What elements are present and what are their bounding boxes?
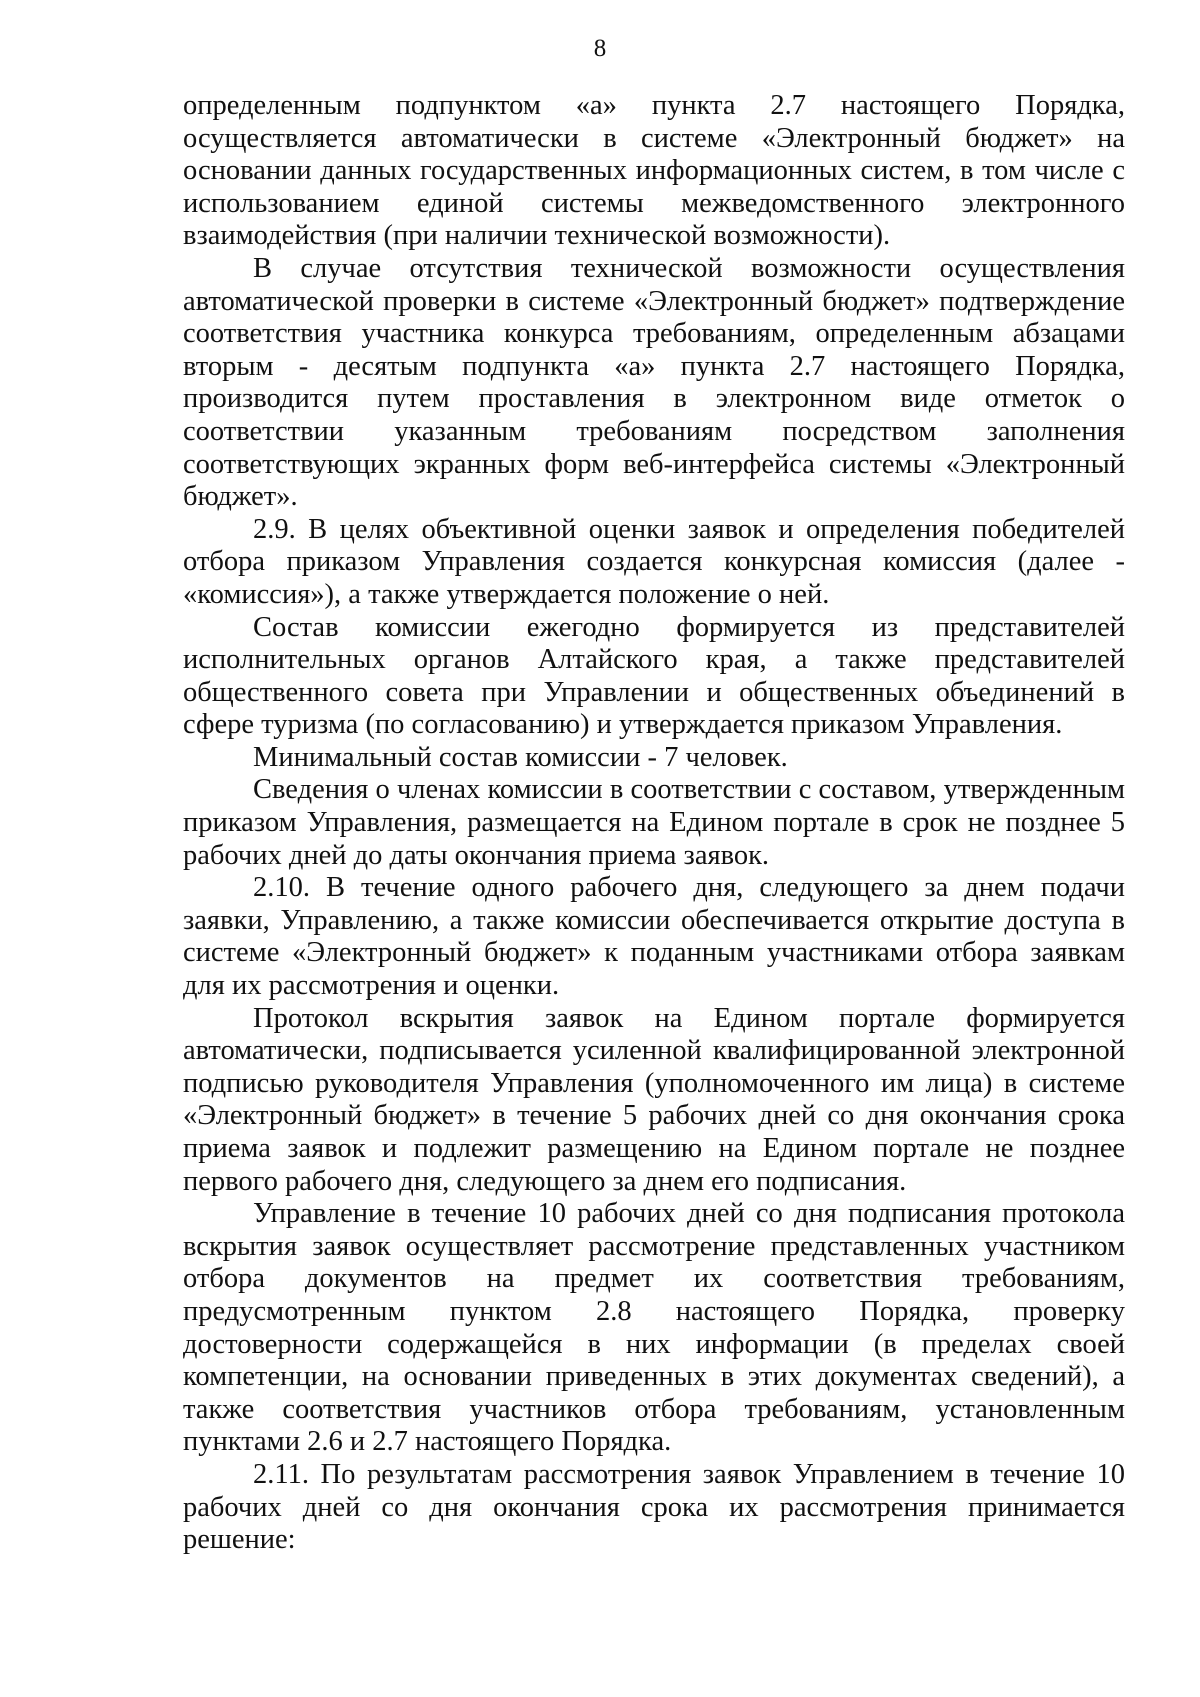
paragraph-automatic-check: В случае отсутствия технической возможности осуществления автоматической проверки в системе «Электронный бюджет» подтверждение соответствия участника конкурса требованиям, определенным абзацами вторым - десятым подпункта «а» пункта 2.7 настоящего Порядка, производится путем проставления в электронном виде отметок о соответствии указанным требованиям посредством заполнения соответствующих экранных форм веб-интерфейса системы «Электронный бюджет». (183, 252, 1125, 513)
paragraph-minimum-composition: Минимальный состав комиссии - 7 человек. (253, 741, 788, 773)
paragraph-opening-protocol: Протокол вскрытия заявок на Едином портале формируется автоматически, подписывается усиленной квалифицированной электронной подписью руководителя Управления (уполномоченного им лица) в системе «Электронный бюджет» в течение 5 рабочих дней со дня окончания срока приема заявок и подлежит размещению на Едином портале не позднее первого рабочего дня, следующего за днем его подписания. (183, 1002, 1125, 1197)
paragraph-2-9-commission: 2.9. В целях объективной оценки заявок и определения победителей отбора приказом Управления создается конкурсная комиссия (далее - «комиссия»), а также утверждается положение о ней. (183, 513, 1125, 610)
document-body (183, 90, 1125, 1557)
paragraph-continuation: определенным подпунктом «а» пункта 2.7 настоящего Порядка, осуществляется автоматически в системе «Электронный бюджет» на основании данных государственных информационных систем, в том числе с использованием единой системы межведомственного электронного взаимодействия (при наличии технической возможности). (183, 90, 1125, 252)
paragraph-commission-composition: Состав комиссии ежегодно формируется из представителей исполнительных органов Алтайского края, а также представителей общественного совета при Управлении и общественных объединений в сфере туризма (по согласованию) и утверждается приказом Управления. (183, 611, 1125, 741)
paragraph-2-11-decision: 2.11. По результатам рассмотрения заявок Управлением в течение 10 рабочих дней со дня окончания срока их рассмотрения принимается решение: (183, 1458, 1125, 1556)
paragraph-review-documents: Управление в течение 10 рабочих дней со дня подписания протокола вскрытия заявок осуществляет рассмотрение представленных участником отбора документов на предмет их соответствия требованиям, предусмотренным пунктом 2.8 настоящего Порядка, проверку достоверности содержащейся в них информации (в пределах своей компетенции, на основании приведенных в этих документах сведений), а также соответствия участников отбора требованиям, установленным пунктами 2.6 и 2.7 настоящего Порядка. (183, 1198, 1125, 1458)
paragraph-commission-members-info: Сведения о членах комиссии в соответствии с составом, утвержденным приказом Управления, размещается на Едином портале в срок не позднее 5 рабочих дней до даты окончания приема заявок. (183, 774, 1125, 871)
page-number: 8 (593, 35, 607, 62)
paragraph-2-10-access: 2.10. В течение одного рабочего дня, следующего за днем подачи заявки, Управлению, а также комиссии обеспечивается открытие доступа в системе «Электронный бюджет» к поданным участниками отбора заявкам для их рассмотрения и оценки. (183, 872, 1125, 1002)
